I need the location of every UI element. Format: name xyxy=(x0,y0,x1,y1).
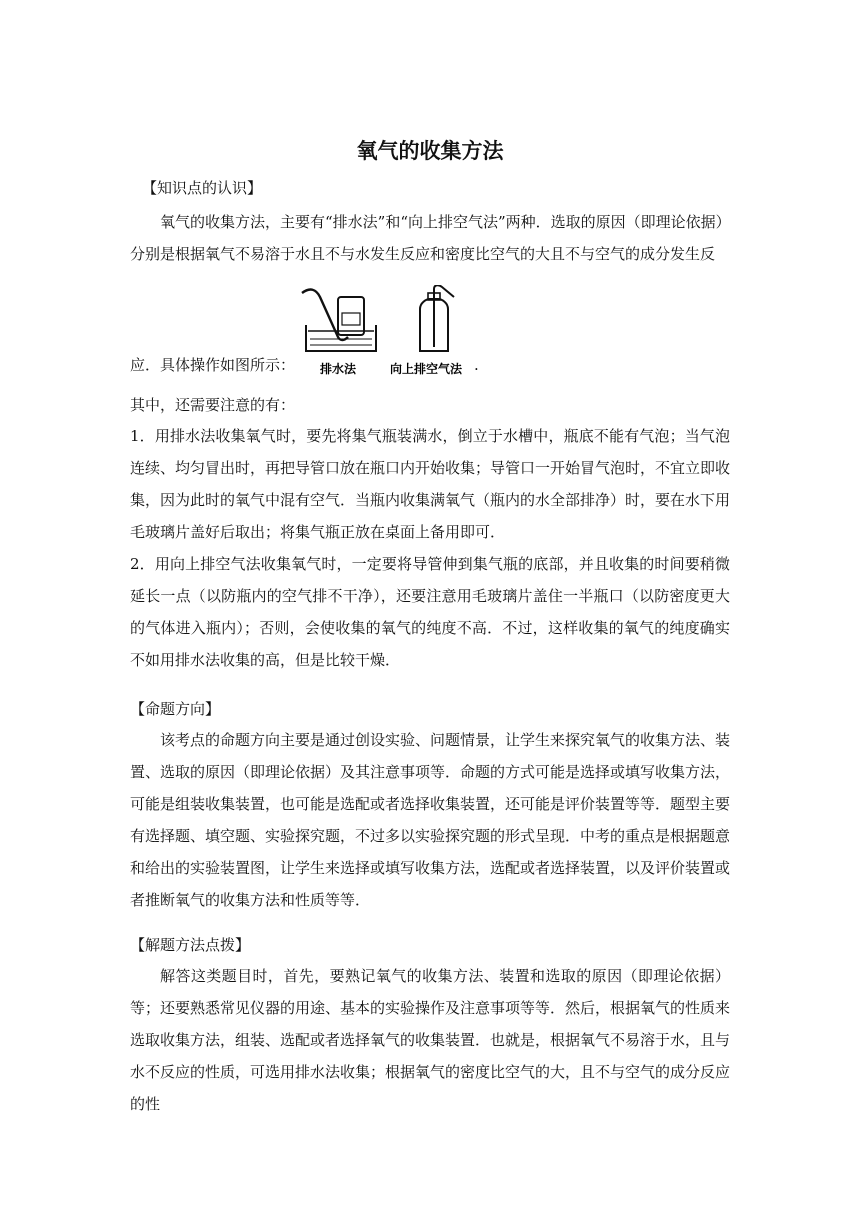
intro-paragraph xyxy=(130,206,730,270)
note-2: 2．用向上排空气法收集氧气时，一定要将导管伸到集气瓶的底部，并且收集的时间要稍微延长一点（以防瓶内的空气排不干净），还要注意用毛玻璃片盖住一半瓶口（以防密度更大的气体进入瓶内）；否则，会使收集的氧气的纯度不高．不过，这样收集的氧气的纯度确实不如用排水法收集的高，但是比较干燥． xyxy=(130,555,730,669)
air-method-caption: 向上排空气法 xyxy=(390,362,463,376)
figure-lead-text: 应．具体操作如图所示： xyxy=(130,356,296,374)
water-method-apparatus-icon xyxy=(302,290,376,351)
intro-line-1: 氧气的收集方法，主要有“排水法”和“向上排空气法”两种．选取的原因（即理论依据） xyxy=(160,213,731,231)
notes-section xyxy=(130,390,730,676)
figure-line xyxy=(130,285,730,385)
knowledge-heading: 【知识点的认识】 xyxy=(142,179,263,197)
direction-section xyxy=(130,694,730,916)
collection-apparatus-diagram xyxy=(298,285,478,381)
note-1: 1．用排水法收集氧气时，要先将集气瓶装满水，倒立于水槽中，瓶底不能有气泡；当气泡连续、均匀冒出时，再把导管口放在瓶口内开始收集；导管口一开始冒气泡时，不宜立即收集，因为此时的氧气中混有空气．当瓶内收集满氧气（瓶内的水全部排净）时，要在水下用毛玻璃片盖好后取出；将集气瓶正放在桌面上备用即可． xyxy=(130,427,731,541)
page-title: 氧气的收集方法 xyxy=(356,138,504,163)
method-heading: 【解题方法点拨】 xyxy=(130,936,251,954)
intro-line-2: 分别是根据氧气不易溶于水且不与水发生反应和密度比空气的大且不与空气的成分发生反 xyxy=(130,245,716,263)
notes-lead: 其中，还需要注意的有： xyxy=(130,396,296,414)
figure-end-punctuation: . xyxy=(474,356,479,374)
method-section xyxy=(130,930,730,1120)
water-method-caption: 排水法 xyxy=(320,362,357,376)
knowledge-section xyxy=(130,174,730,202)
upward-air-method-apparatus-icon xyxy=(420,285,454,351)
method-text: 解答这类题目时，首先，要熟记氧气的收集方法、装置和选取的原因（即理论依据）等；还要熟悉常见仪器的用途、基本的实验操作及注意事项等等．然后，根据氧气的性质来选取收集方法，组装、选配或者选择氧气的收集装置．也就是，根据氧气不易溶于水，且与水不反应的性质，可选用排水法收集；根据氧气的密度比空气的大，且不与空气的成分反应的性 xyxy=(130,967,731,1113)
direction-heading: 【命题方向】 xyxy=(130,700,221,718)
direction-text: 该考点的命题方向主要是通过创设实验、问题情景，让学生来探究氧气的收集方法、装置、选取的原因（即理论依据）及其注意事项等．命题的方式可能是选择或填写收集方法，可能是组装收集装置，也可能是选配或者选择收集装置，还可能是评价装置等等．题型主要有选择题、填空题、实验探究题，不过多以实验探究题的形式呈现．中考的重点是根据题意和给出的实验装置图，让学生来选择或填写收集方法，选配或者选择装置，以及评价装置或者推断氧气的收集方法和性质等等． xyxy=(130,731,731,909)
